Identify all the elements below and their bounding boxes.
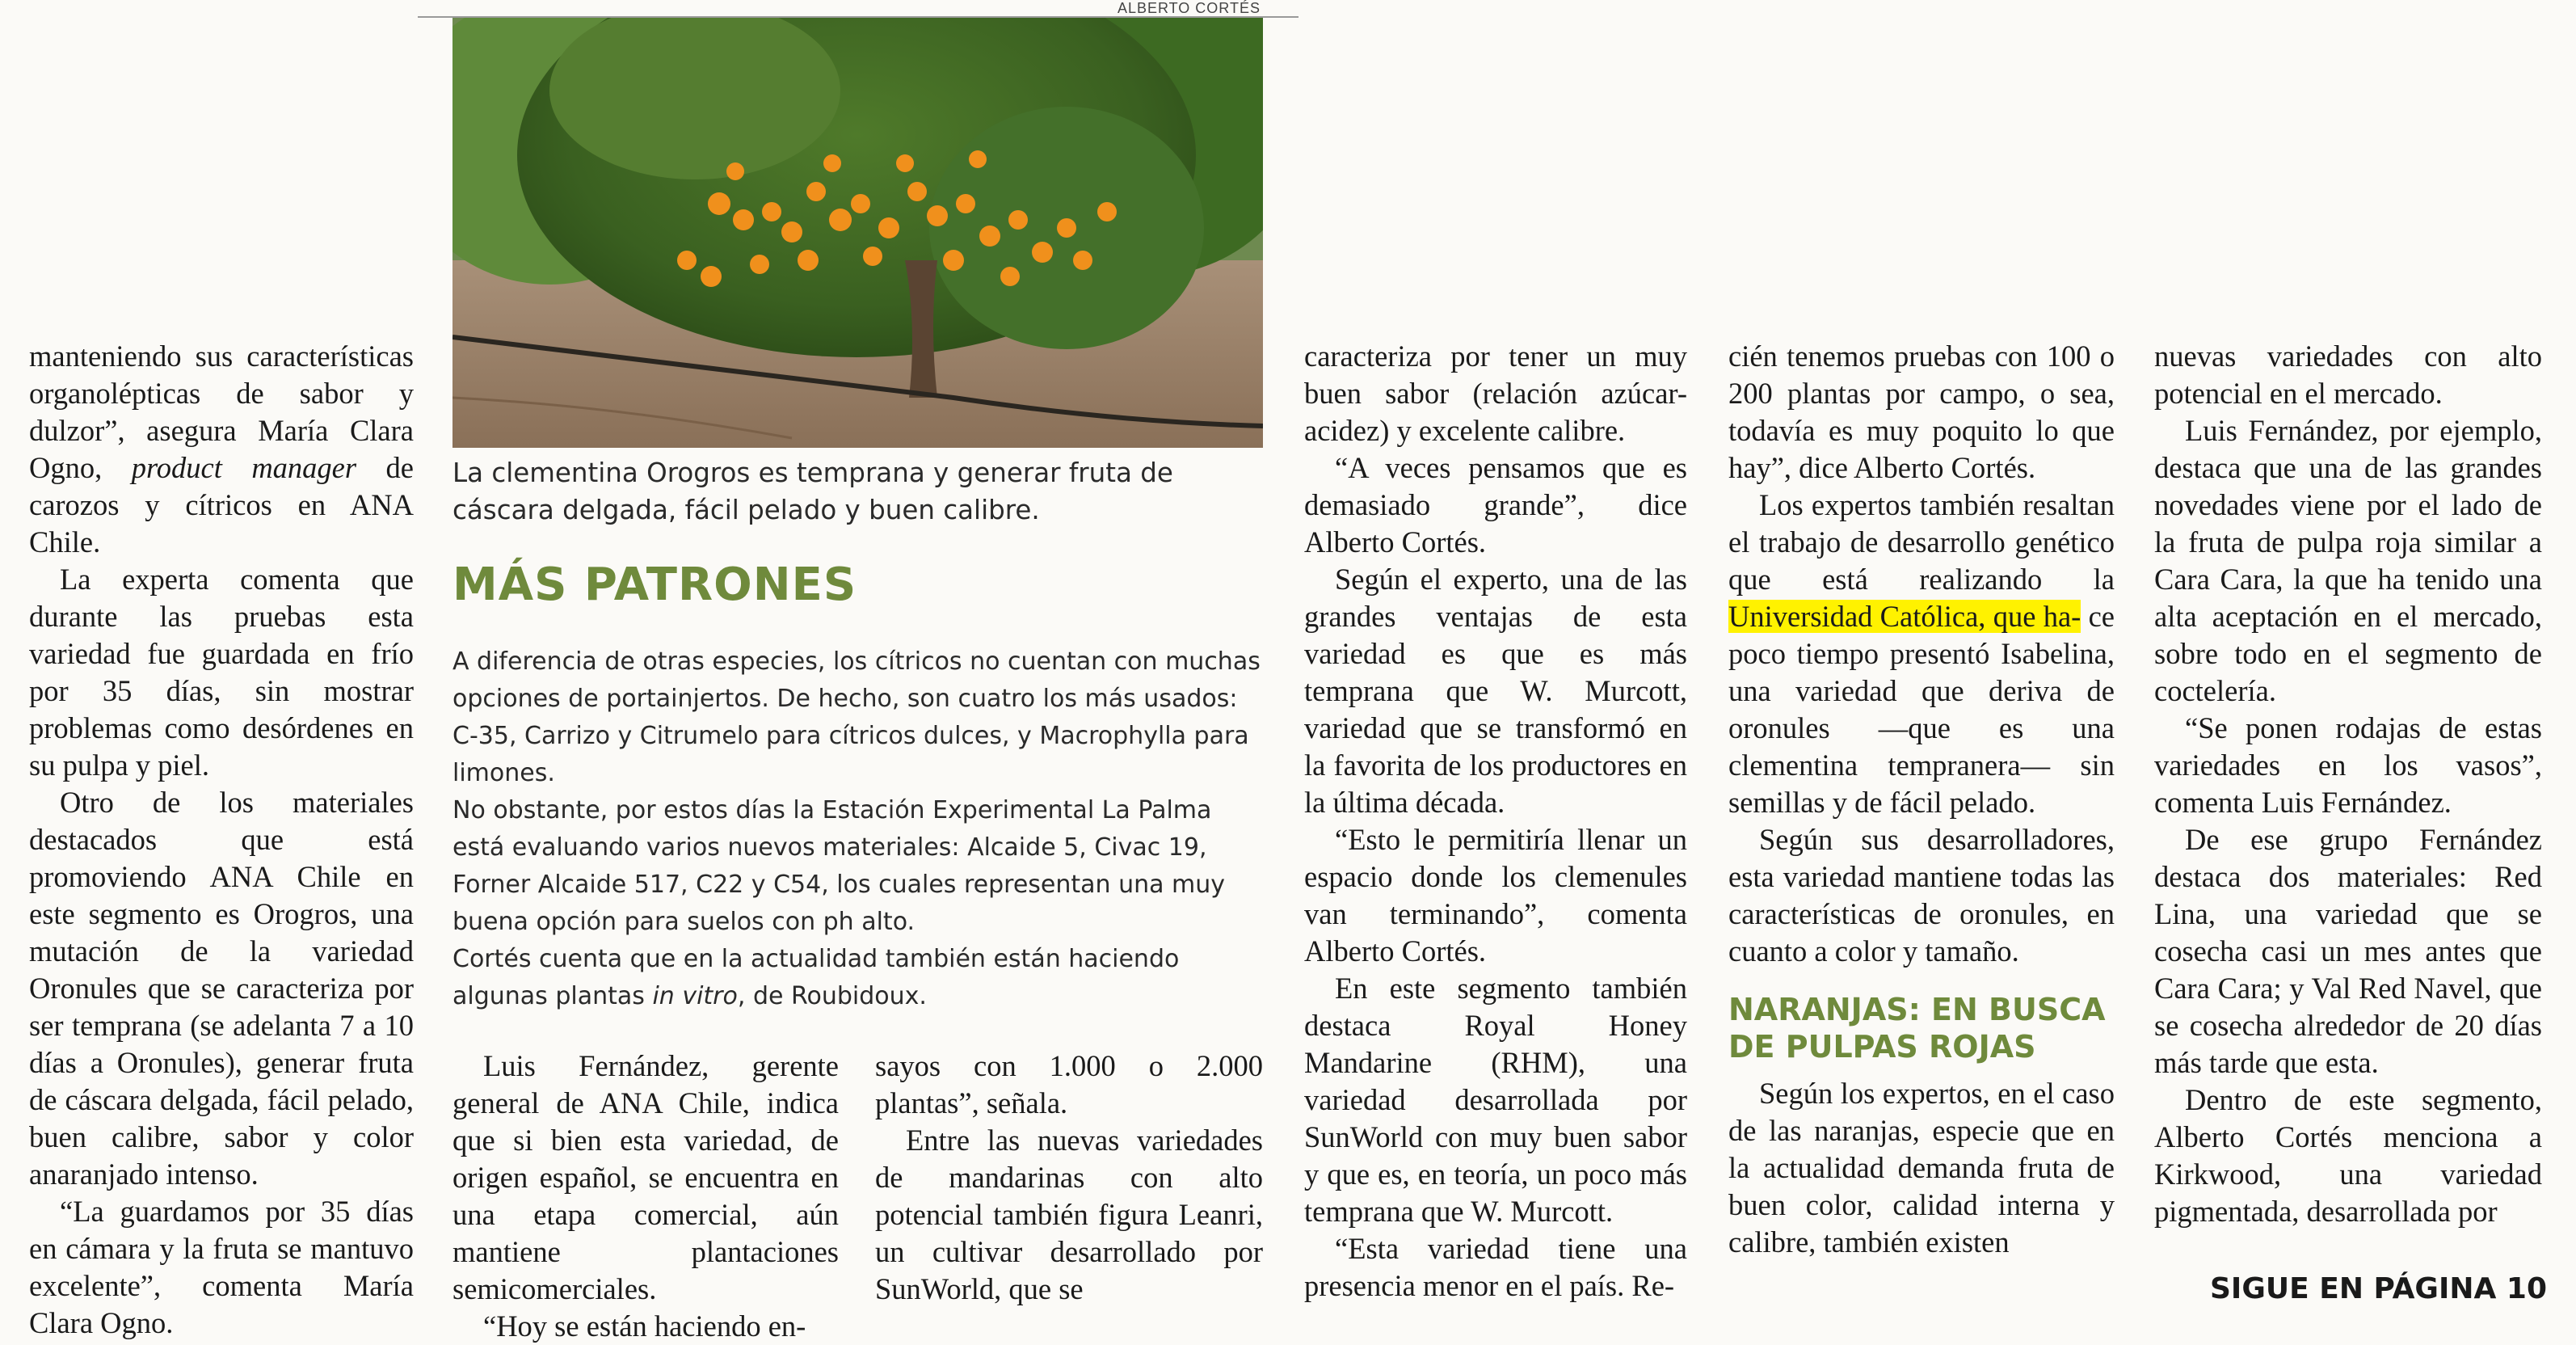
paragraph: caracteriza por tener un muy buen sabor (relación azúcar-acidez) y excelente calibre. [1304,339,1687,447]
article-column-4 [1728,338,2115,1261]
paragraph: De ese grupo Fernández destaca dos materiales: Red Lina, una variedad que se cosecha casi un mes antes que Cara Cara; y Val Red Navel, que se cosecha alrededor de 20 días más tarde que esta. [2154,823,2542,1079]
sidebar-paragraph: A diferencia de otras especies, los cítricos no cuentan con muchas opciones de portainjertos. De hecho, son cuatro los más usados: C-35, Carrizo y Citrumelo para cítricos dulces, y Macrophylla para limones. [452,647,1261,787]
paragraph: Los expertos también resaltan el trabajo de desarrollo genético que está realizando la Universidad Católica, que ha- ce poco tiempo presentó Isabelina, una variedad que deriva de oronules —que es una clementina tempranera— sin semillas y de fácil pelado. [1728,488,2115,819]
article-column-2a [452,1048,839,1345]
photo-caption: La clementina Orogros es temprana y generar fruta de cáscara delgada, fácil pelado y buen calibre. [452,457,1173,525]
article-column-2b [875,1048,1263,1308]
sidebar-paragraph-last: Cortés cuenta que en la actualidad también están haciendo algunas plantas in vitro, de Roubidoux. [452,945,1180,1010]
paragraph: “A veces pensamos que es demasiado grande”, dice Alberto Cortés. [1304,451,1687,559]
paragraph: Según sus desarrolladores, esta variedad mantiene todas las características de oronules, en cuanto a color y tamaño. [1728,823,2115,968]
paragraph: La experta comenta que durante las pruebas esta variedad fue guardada en frío por 35 días, sin mostrar problemas como desórdenes en su pulpa y piel. [29,563,414,782]
sidebar-body [452,643,1265,1015]
paragraph: En este segmento también destaca Royal Honey Mandarine (RHM), una variedad desarrollada por SunWorld con muy buen sabor y que es, en teoría, un poco más temprana que W. Murcott. [1304,972,1687,1228]
paragraph: manteniendo sus características organolépticas de sabor y dulzor”, asegura María Clara Ogno, product manager de carozos y cítricos en ANA Chile. [29,339,414,559]
continued-on-page: SIGUE EN PÁGINA 10 [2210,1272,2547,1305]
italic-term: product manager [131,451,357,484]
highlighted-text: Universidad Católica, que ha- [1728,600,2081,633]
paragraph: “Esto le permitiría llenar un espacio donde los clemenules van terminando”, comenta Alberto Cortés. [1304,823,1687,968]
article-column-3 [1304,338,1687,1305]
paragraph: Luis Fernández, gerente general de ANA Chile, indica que si bien esta variedad, de origen español, se encuentra en una etapa comercial, aún mantiene plantaciones semicomerciales. [452,1049,839,1305]
article-column-1 [29,338,414,1342]
paragraph: “Se ponen rodajas de estas variedades en los vasos”, comenta Luis Fernández. [2154,711,2542,819]
paragraph: “Hoy se están haciendo en- [483,1309,806,1343]
article-column-5 [2154,338,2542,1230]
paragraph: “Esta variedad tiene una presencia menor en el país. Re- [1304,1232,1687,1302]
paragraph: Entre las nuevas variedades de mandarinas con alto potencial también figura Leanri, un cultivar desarrollado por SunWorld, que se [875,1124,1263,1305]
clementine-tree-photo [452,18,1263,448]
paragraph: Según el experto, una de las grandes ventajas de esta variedad es que es más temprana que W. Murcott, variedad que se transformó en la favorita de los productores en la última década. [1304,563,1687,819]
sidebar-paragraph: No obstante, por estos días la Estación Experimental La Palma está evaluando varios nuevos materiales: Alcaide 5, Civac 19, Forner Alcaide 517, C22 y C54, los cuales representan una muy buena opción para suelos con ph alto. [452,796,1226,936]
sidebar-heading: MÁS PATRONES [452,559,857,611]
photo-credit: ALBERTO CORTÉS [1117,0,1261,16]
paragraph: Dentro de este segmento, Alberto Cortés menciona a Kirkwood, una variedad pigmentada, desarrollada por [2154,1083,2542,1228]
paragraph: Luis Fernández, por ejemplo, destaca que una de las grandes novedades viene por el lado de la fruta de pulpa roja similar a Cara Cara, la que ha tenido una alta aceptación en el mercado, sobre todo en el segmento de coctelería. [2154,414,2542,707]
paragraph: Otro de los materiales destacados que está promoviendo ANA Chile en este segmento es Orogros, una mutación de la variedad Oronules que se caracteriza por ser temprana (se adelanta 7 a 10 días a Oronules), generar fruta de cáscara delgada, fácil pelado, buen calibre, sabor y color anaranjado intenso. [29,786,414,1191]
paragraph: Según los expertos, en el caso de las naranjas, especie que en la actualidad demanda fruta de buen color, calidad interna y calibre, también existen [1728,1077,2115,1259]
paragraph: nuevas variedades con alto potencial en el mercado. [2154,339,2542,410]
paragraph: cién tenemos pruebas con 100 o 200 plantas por campo, o sea, todavía es muy poquito lo que hay”, dice Alberto Cortés. [1728,339,2115,484]
section-heading: NARANJAS: EN BUSCA DE PULPAS ROJAS [1728,992,2106,1065]
paragraph: “La guardamos por 35 días en cámara y la fruta se mantuvo excelente”, comenta María Clara Ogno. [29,1195,414,1339]
paragraph: sayos con 1.000 o 2.000 plantas”, señala. [875,1049,1263,1119]
italic-term: in vitro [652,982,738,1010]
